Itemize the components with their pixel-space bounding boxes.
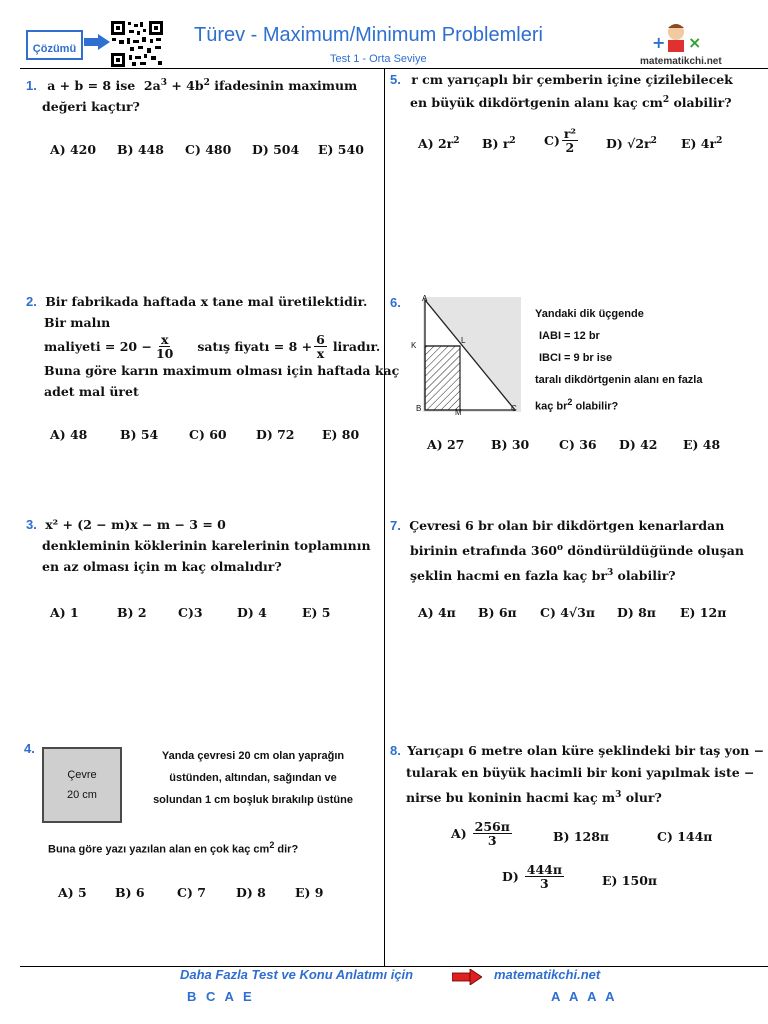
question-7: 7. Çevresi 6 br olan bir dikdörtgen kenarlardan birinin etrafında 360$^o$ döndürüldüğünde oluşan şeklin hacmi en fazla kaç $br^3$ olabilir?: [390, 518, 744, 584]
option-a[interactable]: A) $2r^2$: [418, 136, 460, 152]
option-b[interactable]: B) 6: [115, 885, 145, 900]
option-e[interactable]: E) 5: [302, 605, 331, 620]
option-a[interactable]: A) 48: [50, 427, 88, 442]
option-e[interactable]: E) 80: [322, 427, 360, 442]
right-triangle-figure: [410, 292, 525, 420]
question-4-text: Yanda çevresi 20 cm olan yaprağın üstünden, altından, sağından ve solundan 1 cm boşluk bırakılıp üstüne: [153, 750, 353, 806]
qr-code-icon[interactable]: [110, 20, 164, 68]
option-b[interactable]: B) 448: [117, 142, 164, 157]
label-l: L: [461, 336, 466, 345]
option-b[interactable]: B) 54: [120, 427, 159, 442]
svg-text:×: ×: [688, 33, 702, 52]
option-b[interactable]: B) 6π: [478, 605, 517, 620]
option-e[interactable]: E) 9: [295, 885, 324, 900]
option-c[interactable]: C)3: [178, 605, 203, 620]
option-b[interactable]: B) 2: [117, 605, 147, 620]
option-a[interactable]: A) 420: [50, 142, 97, 157]
question-1: 1. a + b = 8 ise $2a^3 + 4b^2$ ifadesinin maximum değeri kaçtır?: [26, 78, 358, 115]
logo-mascot-icon: [650, 22, 702, 56]
question-8: 8. Yarıçapı 6 metre olan küre şeklindeki bir taş yon − tularak en büyük hacimli bir koni yapılmak iste − nirse bu koninin hacmi kaç $m^3$ olur?: [390, 743, 765, 806]
logo-text: matematikchi.net: [640, 56, 722, 67]
page-title: Türev - Maximum/Minimum Problemleri: [194, 24, 543, 46]
question-8-options: [384, 818, 768, 903]
option-d[interactable]: D) 504: [252, 142, 300, 157]
answer-key-right: A A A A: [551, 989, 618, 1004]
option-c[interactable]: C) 144π: [657, 829, 713, 844]
question-4-number: 4.: [24, 741, 35, 756]
question-6-text: Yandaki dik üçgende IABI = 12 br IBCI = 9 br ise taralı dikdörtgenin alanı en fazla kaç $br^2$ olabilir?: [535, 308, 703, 413]
option-d[interactable]: D) 72: [256, 427, 295, 442]
option-b[interactable]: B) 30: [491, 437, 530, 452]
option-e[interactable]: E) $4r^2$: [681, 136, 723, 152]
option-c[interactable]: C) 60: [189, 427, 227, 442]
question-5: 5. r cm yarıçaplı bir çemberin içine çizilebilecek en büyük dikdörtgenin alanı kaç $cm^2$ olabilir?: [390, 72, 733, 111]
option-d[interactable]: D) 4: [237, 605, 267, 620]
question-4-options: [0, 885, 384, 905]
label-b: B: [416, 404, 422, 413]
solution-button[interactable]: Çözümü: [26, 30, 83, 60]
option-e[interactable]: E) 48: [683, 437, 721, 452]
option-b[interactable]: B) $r^2$: [482, 136, 516, 152]
option-e[interactable]: E) 540: [318, 142, 364, 157]
question-6-options: [384, 437, 768, 457]
question-5-options: [384, 125, 768, 165]
page-subtitle: Test 1 - Orta Seviye: [330, 53, 427, 65]
question-6-number: 6.: [390, 295, 401, 310]
option-d[interactable]: D) 8: [236, 885, 266, 900]
option-a[interactable]: A) 4π: [418, 605, 456, 620]
svg-text:+: +: [652, 33, 666, 52]
option-a[interactable]: A) $\frac{256\pi}{3}$: [451, 819, 510, 848]
arrow-right-icon: [84, 34, 110, 50]
option-d[interactable]: D) $√2r^2$: [606, 136, 657, 152]
question-2-options: [0, 427, 384, 447]
option-c[interactable]: C) 480: [185, 142, 232, 157]
option-c[interactable]: C) $\frac{\text{r²}}{2}$: [544, 126, 576, 155]
option-e[interactable]: E) 150π: [602, 873, 658, 888]
question-3: 3. x² + (2 − m)x − m − 3 = 0 denkleminin köklerinin karelerinin toplamının en az olması için m kaç olmalıdır?: [26, 517, 371, 574]
label-a: A: [422, 294, 428, 303]
option-a[interactable]: A) 5: [58, 885, 87, 900]
question-7-options: [384, 605, 768, 625]
option-c[interactable]: C) 4√3π: [540, 605, 595, 620]
option-a[interactable]: A) 1: [50, 605, 79, 620]
option-d[interactable]: D) $\frac{444\pi}{3}$: [502, 862, 563, 891]
label-m: M: [455, 408, 462, 417]
leaf-figure: Çevre 20 cm: [42, 747, 122, 823]
question-4-prompt: Buna göre yazı yazılan alan en çok kaç $cm^2$ dir?: [48, 840, 299, 856]
footer-link[interactable]: matematikchi.net: [494, 967, 601, 982]
option-c[interactable]: C) 36: [559, 437, 597, 452]
option-b[interactable]: B) 128π: [553, 829, 610, 844]
question-1-options: [0, 142, 384, 162]
option-e[interactable]: E) 12π: [680, 605, 727, 620]
option-a[interactable]: A) 27: [427, 437, 465, 452]
question-3-options: [0, 605, 384, 625]
arrow-right-icon: [452, 969, 482, 985]
option-c[interactable]: C) 7: [177, 885, 206, 900]
option-d[interactable]: D) 42: [619, 437, 658, 452]
footer-text: Daha Fazla Test ve Konu Anlatımı için: [180, 967, 414, 982]
answer-key-left: B C A E: [187, 989, 255, 1004]
label-k: K: [411, 341, 417, 350]
option-d[interactable]: D) 8π: [617, 605, 656, 620]
label-c: C: [511, 404, 517, 413]
question-2: 2. Bir fabrikada haftada x tane mal üretilektidir. Bir malın maliyeti = 20 − $\frac{x}{10}$ satış fiyatı = 8 + $\frac{6}{x}$ liradır. Buna göre karın maximum olması için haftada kaç adet mal üret: [26, 294, 400, 399]
